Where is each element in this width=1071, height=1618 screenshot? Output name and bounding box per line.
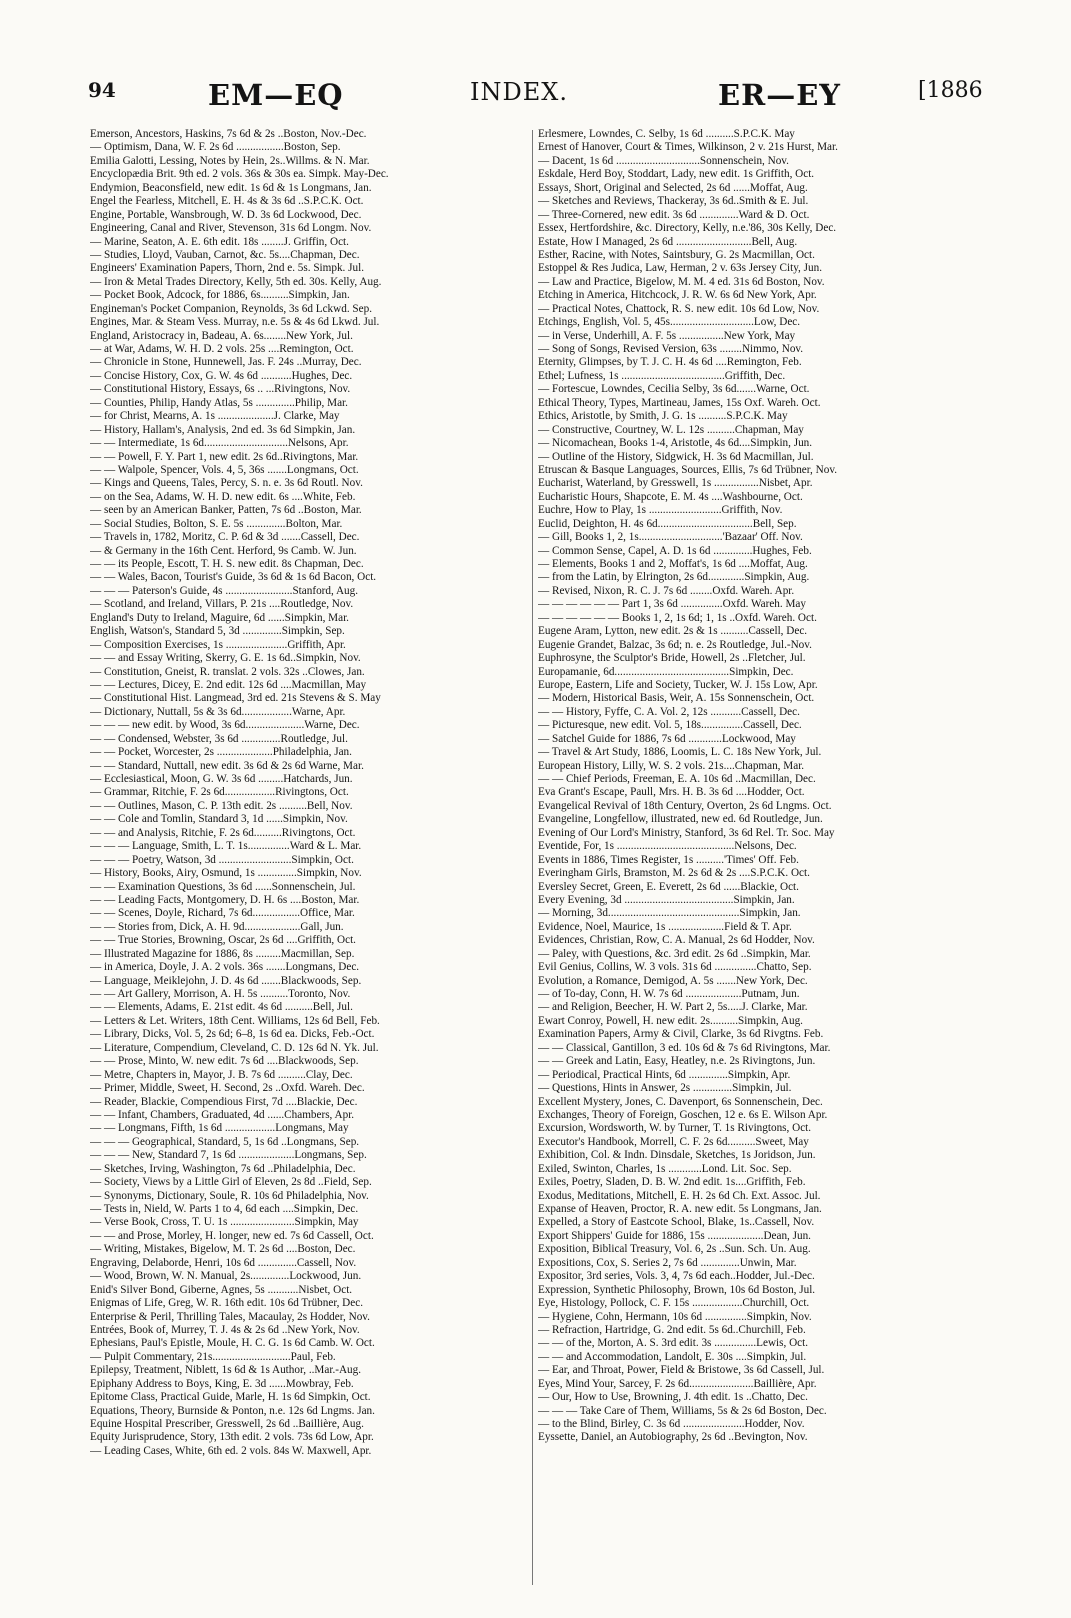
index-entry: — — Condensed, Webster, 3s 6d ..............Routledge, Jul.: [90, 732, 348, 745]
index-entry: — Synonyms, Dictionary, Soule, R. 10s 6d Philadelphia, Nov.: [90, 1189, 369, 1202]
year-label: [1886: [918, 78, 983, 103]
index-entry: — Studies, Lloyd, Vauban, Carnot, &c. 5s....Chapman, Dec.: [90, 248, 360, 261]
index-entry: — in Verse, Underhill, A. F. 5s ................New York, May: [538, 329, 796, 342]
index-entry: Eugene Aram, Lytton, new edit. 2s & 1s ..........Cassell, Dec.: [538, 625, 808, 638]
page-number: 94: [88, 78, 116, 102]
index-entry: — Practical Notes, Chattock, R. S. new edit. 10s 6d Low, Nov.: [538, 302, 820, 315]
index-entry: — — True Stories, Browning, Oscar, 2s 6d ....Griffith, Oct.: [90, 934, 356, 947]
index-entry: Eva Grant's Escape, Paull, Mrs. H. B. 3s 6d ....Hodder, Oct.: [538, 786, 805, 799]
index-entry: — — Greek and Latin, Easy, Heatley, n.e. 2s Rivingtons, Jun.: [538, 1055, 816, 1068]
index-entry: Equine Hospital Prescriber, Gresswell, 2s 6d ..Baillière, Aug.: [90, 1418, 364, 1430]
index-entry: Enid's Silver Bond, Giberne, Agnes, 5s ...........Nisbet, Oct.: [90, 1283, 353, 1296]
index-entry: Equations, Theory, Burnside & Ponton, n.e. 12s 6d Lngms. Jan.: [90, 1404, 375, 1417]
index-entry: — Morning, 3d...............................................Simpkin, Jan.: [538, 907, 801, 920]
index-entry: — Song of Songs, Revised Version, 63s ........Nimmo, Nov.: [538, 343, 804, 355]
index-entry: — Concise History, Cox, G. W. 4s 6d ...........Hughes, Dec.: [90, 369, 353, 382]
index-entry: — Leading Cases, White, 6th ed. 2 vols. 84s W. Maxwell, Apr.: [90, 1444, 372, 1457]
index-entry: Every Evening, 3d .......................................Simpkin, Jan.: [538, 893, 795, 906]
index-entry: — Hygiene, Cohn, Hermann, 10s 6d ...............Simpkin, Nov.: [538, 1310, 812, 1323]
index-entry: — Optimism, Dana, W. F. 2s 6d .................Boston, Sep.: [90, 141, 341, 154]
index-entry: — Revised, Nixon, R. C. J. 7s 6d ........Oxfd. Wareh. Apr.: [538, 584, 795, 597]
index-entry: Everingham Girls, Bramston, M. 2s 6d & 2s ....S.P.C.K. Oct.: [538, 867, 810, 880]
index-entry: — for Christ, Mearns, A. 1s ....................J. Clarke, May: [90, 410, 340, 423]
index-entry: Eyssette, Daniel, an Autobiography, 2s 6d ..Bevington, Nov.: [538, 1431, 808, 1444]
index-entry: Euclid, Deighton, H. 4s 6d..................................Bell, Sep.: [538, 517, 797, 530]
index-entry: Eventide, For, 1s ..........................................Nelsons, Dec.: [538, 840, 797, 853]
index-entry: — Constitutional Hist. Langmead, 3rd ed. 21s Stevens & S. May: [90, 692, 381, 705]
index-entry: — Dictionary, Nuttall, 5s & 3s 6d..................Warne, Apr.: [90, 705, 346, 718]
index-entry: Essex, Hertfordshire, &c. Directory, Kelly, n.e.'86, 30s Kelly, Dec.: [538, 222, 837, 235]
index-entry: — Picturesque, new edit. Vol. 5, 18s...............Cassell, Dec.: [538, 719, 802, 732]
index-entry: — Grammar, Ritchie, F. 2s 6d..................Rivingtons, Oct.: [90, 786, 349, 799]
index-entry: — Our, How to Use, Browning, J. 4th edit. 1s ..Chatto, Dec.: [538, 1391, 808, 1404]
index-entry: Estoppel & Res Judica, Law, Herman, 2 v. 63s Jersey City, Jun.: [538, 262, 822, 275]
index-entry: — Gill, Books 1, 2, 1s..............................'Bazaar' Off. Nov.: [538, 531, 803, 544]
index-entry: — — Prose, Minto, W. new edit. 7s 6d ....Blackwoods, Sep.: [90, 1055, 359, 1068]
index-entry: — Three-Cornered, new edit. 3s 6d ..............Ward & D. Oct.: [538, 208, 810, 221]
index-entry: — Library, Dicks, Vol. 5, 2s 6d; 6–8, 1s 6d ea. Dicks, Feb.-Oct.: [90, 1028, 375, 1041]
index-entry: — Dacent, 1s 6d ..............................Sonnenschein, Nov.: [538, 154, 789, 167]
index-entry: — — — New, Standard 7, 1s 6d ....................Longmans, Sep.: [90, 1149, 367, 1162]
index-entry: — Verse Book, Cross, T. U. 1s .......................Simpkin, May: [90, 1216, 359, 1229]
index-entry: Evolution, a Romance, Demigod, A. 5s .......New York, Dec.: [538, 974, 808, 987]
index-entry: — — — — — — Part 1, 3s 6d ...............Oxfd. Wareh. May: [538, 598, 806, 611]
index-entry: Estate, How I Managed, 2s 6d ...........................Bell, Aug.: [538, 235, 798, 248]
index-entry: Exiled, Swinton, Charles, 1s ............Lond. Lit. Soc. Sep.: [538, 1162, 792, 1175]
index-entry: — Wood, Brown, W. N. Manual, 2s..............Lockwood, Jun.: [90, 1270, 362, 1283]
index-entry: — — — Language, Smith, L. T. 1s...............Ward & L. Mar.: [90, 840, 362, 853]
index-entry: — — Cole and Tomlin, Standard 3, 1d ......Simpkin, Nov.: [90, 813, 348, 826]
index-entry: Evangelical Revival of 18th Century, Overton, 2s 6d Lngms. Oct.: [538, 799, 832, 812]
index-entry: — Ecclesiastical, Moon, G. W. 3s 6d .........Hatchards, Jun.: [90, 773, 353, 785]
index-entry: Etchings, English, Vol. 5, 45s..............................Low, Dec.: [538, 316, 801, 329]
index-entry: Exodus, Meditations, Mitchell, E. H. 2s 6d Ch. Ext. Assoc. Jul.: [538, 1189, 821, 1202]
index-entry: — — — Paterson's Guide, 4s ........................Stanford, Aug.: [90, 584, 359, 597]
index-entry: Engineman's Pocket Companion, Reynolds, 3s 6d Lckwd. Sep.: [90, 302, 372, 315]
index-entry: — — — — — — Books 1, 2, 1s 6d; 1, 1s ..Oxfd. Wareh. Oct.: [538, 611, 817, 624]
index-entry: Eugenie Grandet, Balzac, 3s 6d; n. e. 2s Routledge, Jul.-Nov.: [538, 638, 812, 651]
index-entry: Entrées, Book of, Murrey, T. J. 4s & 2s 6d ..New York, Nov.: [90, 1323, 360, 1336]
index-entry: Exhibition, Col. & Indn. Dinsdale, Sketches, 1s Joridson, Jun.: [538, 1149, 816, 1162]
index-entry: Emerson, Ancestors, Haskins, 7s 6d & 2s ..Boston, Nov.-Dec.: [90, 128, 367, 140]
index-entry: Endymion, Beaconsfield, new edit. 1s 6d & 1s Longmans, Jan.: [90, 181, 372, 194]
index-entry: — Chronicle in Stone, Hunnewell, Jas. F. 24s ..Murray, Dec.: [90, 356, 362, 369]
index-entry: Ethel; Lufness, 1s .....................................Griffith, Dec.: [538, 369, 786, 382]
index-entry: — Marine, Seaton, A. E. 6th edit. 18s ........J. Griffin, Oct.: [90, 235, 349, 248]
index-entry: — — — new edit. by Wood, 3s 6d.....................Warne, Dec.: [90, 719, 360, 732]
index-entry: Evangeline, Longfellow, illustrated, new ed. 6d Routledge, Jun.: [538, 813, 823, 826]
index-entry: — Scotland, and Ireland, Villars, P. 21s ....Routledge, Nov.: [90, 598, 354, 611]
index-entry: Executor's Handbook, Morrell, C. F. 2s 6d..........Sweet, May: [538, 1135, 809, 1148]
index-entry: Engineering, Canal and River, Stevenson, 31s 6d Longm. Nov.: [90, 222, 372, 235]
index-entry: — — Scenes, Doyle, Richard, 7s 6d.................Office, Mar.: [90, 907, 355, 920]
index-entry: — to the Blind, Birley, C. 3s 6d ......................Hodder, Nov.: [538, 1418, 805, 1430]
index-entry: — — Elements, Adams, E. 21st edit. 4s 6d ..........Bell, Jul.: [90, 1001, 353, 1014]
index-entry: Epilepsy, Treatment, Niblett, 1s 6d & 1s Author, ..Mar.-Aug.: [90, 1364, 362, 1377]
index-entry: Ethics, Aristotle, by Smith, J. G. 1s ..........S.P.C.K. May: [538, 410, 788, 423]
index-entry: — Letters & Let. Writers, 18th Cent. Williams, 12s 6d Bell, Feb.: [90, 1014, 380, 1027]
index-entry: — Writing, Mistakes, Bigelow, M. T. 2s 6d ....Boston, Dec.: [90, 1243, 356, 1256]
index-entry: — Ear, and Throat, Power, Field & Bristowe, 3s 6d Cassell, Jul.: [538, 1364, 825, 1377]
index-entry: — — Chief Periods, Freeman, E. A. 10s 6d ..Macmillan, Dec.: [538, 773, 816, 785]
index-entry: — Reader, Blackie, Compendious First, 7d ....Blackie, Dec.: [90, 1095, 358, 1108]
index-entry: Epitome Class, Practical Guide, Marle, H. 1s 6d Simpkin, Oct.: [90, 1391, 371, 1404]
index-entry: — Literature, Compendium, Cleveland, C. D. 12s 6d N. Yk. Jul.: [90, 1041, 379, 1054]
index-entry: — Constitution, Gneist, R. translat. 2 vols. 32s ..Clowes, Jan.: [90, 665, 365, 678]
index-entry: — Questions, Hints in Answer, 2s ..............Simpkin, Jul.: [538, 1082, 792, 1095]
index-entry: — & Germany in the 16th Cent. Herford, 9s Camb. W. Jun.: [90, 544, 357, 557]
index-entry: Enterprise & Peril, Thrilling Tales, Macaulay, 2s Hodder, Nov.: [90, 1310, 370, 1323]
index-entry: — Travels in, 1782, Moritz, C. P. 6d & 3d .......Cassell, Dec.: [90, 531, 360, 544]
index-entry: Expositor, 3rd series, Vols. 3, 4, 7s 6d each..Hodder, Jul.-Dec.: [538, 1270, 815, 1283]
index-entry: Engel the Fearless, Mitchell, E. H. 4s & 3s 6d ..S.P.C.K. Oct.: [90, 195, 364, 208]
index-entry: — — Infant, Chambers, Graduated, 4d ......Chambers, Apr.: [90, 1108, 355, 1121]
index-entry: Engine, Portable, Wansbrough, W. D. 3s 6d Lockwood, Dec.: [90, 208, 362, 221]
index-entry: — at War, Adams, W. H. D. 2 vols. 25s ....Remington, Oct.: [90, 343, 354, 355]
index-entry: — Fortescue, Lowndes, Cecilia Selby, 3s 6d.......Warne, Oct.: [538, 383, 810, 396]
index-entry: Esther, Racine, with Notes, Saintsbury, G. 2s Macmillan, Oct.: [538, 248, 815, 261]
index-entry: — Language, Meiklejohn, J. D. 4s 6d .......Blackwoods, Sep.: [90, 974, 362, 987]
index-entry: Eye, Histology, Pollock, C. F. 15s ..................Churchill, Oct.: [538, 1297, 810, 1310]
index-entry: Etching in America, Hitchcock, J. R. W. 6s 6d New York, Apr.: [538, 289, 817, 302]
index-entry: — Modern, Historical Basis, Weir, A. 15s Sonnenschein, Oct.: [538, 692, 815, 705]
index-entry: Evidences, Christian, Row, C. A. Manual, 2s 6d Hodder, Nov.: [538, 934, 815, 947]
index-entry: — on the Sea, Adams, W. H. D. new edit. 6s ....White, Feb.: [90, 490, 356, 503]
index-entry: — — History, Fyffe, C. A. Vol. 2, 12s ...........Cassell, Dec.: [538, 705, 800, 718]
index-entry: — Nicomachean, Books 1-4, Aristotle, 4s 6d....Simpkin, Jun.: [538, 437, 813, 450]
index-entry: Euphrosyne, the Sculptor's Bride, Howell, 2s ..Fletcher, Jul.: [538, 652, 806, 665]
index-entry: Ernest of Hanover, Court & Times, Wilkinson, 2 v. 21s Hurst, Mar.: [538, 141, 838, 154]
index-entry: — History, Hallam's, Analysis, 2nd ed. 3s 6d Simpkin, Jan.: [90, 423, 356, 436]
index-entry: — from the Latin, by Elrington, 2s 6d.............Simpkin, Aug.: [538, 571, 810, 584]
index-entry: — Common Sense, Capel, A. D. 1s 6d ..............Hughes, Feb.: [538, 544, 812, 557]
index-entry: — Sketches and Reviews, Thackeray, 3s 6d..Smith & E. Jul.: [538, 195, 809, 208]
index-entry: — — Leading Facts, Montgomery, D. H. 6s ....Boston, Mar.: [90, 893, 360, 906]
index-entry: Engraving, Delaborde, Henri, 10s 6d ..............Cassell, Nov.: [90, 1256, 357, 1269]
index-entry: English, Watson's, Standard 5, 3d ..............Simpkin, Sep.: [90, 625, 345, 638]
index-entry: Equity Jurisprudence, Story, 13th edit. 2 vols. 73s 6d Low, Apr.: [90, 1431, 374, 1444]
index-entry: — Counties, Philip, Handy Atlas, 5s ..............Philip, Mar.: [90, 396, 348, 409]
index-entry: — — Art Gallery, Morrison, A. H. 5s ..........Toronto, Nov.: [90, 988, 351, 1000]
index-entry: — Composition Exercises, 1s ......................Griffith, Apr.: [90, 638, 346, 651]
index-entry: Evidence, Noel, Maurice, 1s ....................Field & T. Apr.: [538, 920, 792, 933]
index-entry: England's Duty to Ireland, Maguire, 6d ......Simpkin, Mar.: [90, 611, 349, 624]
index-entry: Exchanges, Theory of Foreign, Goschen, 12 e. 6s E. Wilson Apr.: [538, 1108, 828, 1121]
index-entry: — Sketches, Irving, Washington, 7s 6d ..Philadelphia, Dec.: [90, 1162, 356, 1175]
index-entry: Excellent Mystery, Jones, C. Davenport, 6s Sonnenschein, Dec.: [538, 1095, 823, 1108]
index-entry: — — Outlines, Mason, C. P. 13th edit. 2s ..........Bell, Nov.: [90, 799, 353, 812]
index-entry: — Metre, Chapters in, Mayor, J. B. 7s 6d ..........Clay, Dec.: [90, 1068, 353, 1081]
index-entry: — — and Analysis, Ritchie, F. 2s 6d..........Rivingtons, Oct.: [90, 826, 356, 839]
index-entry: — Primer, Middle, Sweet, H. Second, 2s ..Oxfd. Wareh. Dec.: [90, 1082, 365, 1095]
index-entry: — — — Poetry, Watson, 3d ..........................Simpkin, Oct.: [90, 853, 354, 866]
index-entry: Enigmas of Life, Greg, W. R. 16th edit. 10s 6d Trübner, Dec.: [90, 1297, 363, 1310]
page-title: INDEX.: [470, 78, 568, 106]
right-index-column: [538, 128, 976, 1445]
left-index-range: EM—EQ: [208, 78, 344, 112]
index-entry: Ethical Theory, Types, Martineau, James, 15s Oxf. Wareh. Oct.: [538, 396, 821, 409]
index-entry: — of To-day, Conn, H. W. 7s 6d ....................Putnam, Jun.: [538, 988, 800, 1000]
index-entry: Expanse of Heaven, Proctor, R. A. new edit. 5s Longmans, Jan.: [538, 1203, 822, 1215]
index-entry: — — Classical, Gantillon, 3 ed. 10s 6d & 7s 6d Rivingtons, Mar.: [538, 1041, 831, 1054]
index-entry: Expositions, Cox, S. Series 2, 7s 6d ..............Unwin, Mar.: [538, 1256, 797, 1269]
index-entry: — Pocket Book, Adcock, for 1886, 6s..........Simpkin, Jan.: [90, 289, 350, 302]
index-entry: — Periodical, Practical Hints, 6d ..............Simpkin, Apr.: [538, 1068, 791, 1081]
right-index-range: ER—EY: [718, 78, 842, 112]
index-entry: Eyes, Mind Your, Sarcey, F. 2s 6d.......................Baillière, Apr.: [538, 1377, 817, 1390]
column-divider: [532, 130, 533, 1585]
index-entry: — — Longmans, Fifth, 1s 6d ..................Longmans, May: [90, 1122, 349, 1135]
index-entry: Engines, Mar. & Steam Vess. Murray, n.e. 5s & 4s 6d Lkwd. Jul.: [90, 316, 380, 329]
index-entry: — — Lectures, Dicey, E. 2nd edit. 12s 6d ....Macmillan, May: [90, 678, 367, 691]
index-entry: — History, Books, Airy, Osmund, 1s ..............Simpkin, Nov.: [90, 867, 362, 880]
index-entry: Encyclopædia Brit. 9th ed. 2 vols. 36s & 30s ea. Simpk. May-Dec.: [90, 168, 389, 181]
index-entry: England, Aristocracy in, Badeau, A. 6s........New York, Jul.: [90, 329, 353, 342]
index-entry: — Illustrated Magazine for 1886, 8s .........Macmillan, Sep.: [90, 947, 355, 960]
running-header: [88, 78, 988, 114]
index-entry: Ewart Conroy, Powell, H. new edit. 2s..........Simpkin, Aug.: [538, 1014, 803, 1027]
left-index-column: [90, 128, 528, 1458]
index-entry: — Constructive, Courtney, W. L. 12s ..........Chapman, May: [538, 423, 804, 436]
index-entry: Engineers' Examination Papers, Thorn, 2nd e. 5s. Simpk. Jul.: [90, 262, 365, 275]
index-entry: — — Powell, F. Y. Part 1, new edit. 2s 6d..Rivingtons, Mar.: [90, 450, 359, 463]
index-entry: — — and Essay Writing, Skerry, G. E. 1s 6d..Simpkin, Nov.: [90, 652, 361, 665]
index-entry: — Travel & Art Study, 1886, Loomis, L. C. 18s New York, Jul.: [538, 746, 822, 759]
index-entry: Eversley Secret, Green, E. Everett, 2s 6d ......Blackie, Oct.: [538, 880, 799, 893]
index-entry: Evening of Our Lord's Ministry, Stanford, 3s 6d Rel. Tr. Soc. May: [538, 826, 835, 839]
index-entry: Expelled, a Story of Eastcote School, Blake, 1s..Cassell, Nov.: [538, 1216, 815, 1229]
index-entry: European History, Lilly, W. S. 2 vols. 21s....Chapman, Mar.: [538, 759, 805, 772]
index-entry: — — — Geographical, Standard, 5, 1s 6d ..Longmans, Sep.: [90, 1135, 360, 1148]
index-entry: — Tests in, Nield, W. Parts 1 to 4, 6d each ....Simpkin, Dec.: [90, 1203, 359, 1215]
index-entry: — — Examination Questions, 3s 6d ......Sonnenschein, Jul.: [90, 880, 356, 893]
index-entry: — Iron & Metal Trades Directory, Kelly, 5th ed. 30s. Kelly, Aug.: [90, 275, 382, 288]
index-entry: Events in 1886, Times Register, 1s ..........'Times' Off. Feb.: [538, 853, 799, 866]
index-entry: — — Intermediate, 1s 6d..............................Nelsons, Apr.: [90, 437, 349, 450]
index-entry: Essays, Short, Original and Selected, 2s 6d ......Moffat, Aug.: [538, 181, 808, 194]
index-entry: — — Standard, Nuttall, new edit. 3s 6d & 2s 6d Warne, Mar.: [90, 759, 364, 772]
index-entry: — — Walpole, Spencer, Vols. 4, 5, 36s .......Longmans, Oct.: [90, 463, 359, 476]
index-entry: — Social Studies, Bolton, S. E. 5s ..............Bolton, Mar.: [90, 517, 343, 530]
index-entry: Exposition, Biblical Treasury, Vol. 6, 2s ..Sun. Sch. Un. Aug.: [538, 1243, 811, 1256]
index-entry: — Outline of the History, Sidgwick, H. 3s 6d Macmillan, Jul.: [538, 450, 814, 463]
index-entry: Etruscan & Basque Languages, Sources, Ellis, 7s 6d Trübner, Nov.: [538, 463, 837, 476]
index-entry: — — of the, Morton, A. S. 3rd edit. 3s ...............Lewis, Oct.: [538, 1337, 809, 1350]
index-entry: Europe, Eastern, Life and Society, Tucker, W. J. 15s Low, Apr.: [538, 678, 818, 691]
index-entry: — Satchel Guide for 1886, 7s 6d ............Lockwood, May: [538, 732, 796, 745]
index-entry: Ephesians, Paul's Epistle, Moule, H. C. G. 1s 6d Camb. W. Oct.: [90, 1337, 375, 1350]
index-entry: — Refraction, Hartridge, G. 2nd edit. 5s 6d..Churchill, Feb.: [538, 1323, 806, 1336]
index-entry: Euchre, How to Play, 1s ..........................Griffith, Nov.: [538, 504, 783, 517]
index-entry: Eucharist, Waterland, by Gresswell, 1s ................Nisbet, Apr.: [538, 477, 813, 490]
index-entry: Erlesmere, Lowndes, C. Selby, 1s 6d ..........S.P.C.K. May: [538, 128, 795, 140]
index-entry: — Kings and Queens, Tales, Percy, S. n. e. 3s 6d Routl. Nov.: [90, 477, 363, 490]
index-entry: Eternity, Glimpses, by T. J. C. H. 4s 6d ....Remington, Feb.: [538, 356, 802, 369]
index-entry: Export Shippers' Guide for 1886, 15s ....................Dean, Jun.: [538, 1229, 811, 1242]
index-entry: — — Wales, Bacon, Tourist's Guide, 3s 6d & 1s 6d Bacon, Oct.: [90, 571, 377, 584]
index-entry: Emilia Galotti, Lessing, Notes by Hein, 2s..Willms. & N. Mar.: [90, 154, 370, 167]
index-entry: — in America, Doyle, J. A. 2 vols. 36s .......Longmans, Dec.: [90, 961, 360, 974]
index-entry: Excursion, Wordsworth, W. by Turner, T. 1s Rivingtons, Oct.: [538, 1122, 812, 1135]
index-entry: — — Pocket, Worcester, 2s ....................Philadelphia, Jan.: [90, 746, 352, 759]
index-entry: — and Religion, Beecher, H. W. Part 2, 5s.....J. Clarke, Mar.: [538, 1001, 808, 1014]
index-entry: Eucharistic Hours, Shapcote, E. M. 4s ....Washbourne, Oct.: [538, 490, 803, 503]
index-entry: Eskdale, Herd Boy, Stoddart, Lady, new edit. 1s Griffith, Oct.: [538, 168, 815, 181]
index-entry: — Law and Practice, Bigelow, M. M. 4 ed. 31s 6d Boston, Nov.: [538, 275, 825, 288]
index-entry: — — and Accommodation, Landolt, E. 30s ....Simpkin, Jul.: [538, 1350, 807, 1363]
index-entry: — Society, Views by a Little Girl of Eleven, 2s 8d ..Field, Sep.: [90, 1176, 372, 1189]
index-entry: — — Stories from, Dick, A. H. 9d....................Gall, Jun.: [90, 920, 344, 933]
index-entry: Europamanie, 6d.........................................Simpkin, Dec.: [538, 665, 794, 678]
index-entry: — seen by an American Banker, Patten, 7s 6d ..Boston, Mar.: [90, 504, 362, 517]
index-entry: Examination Papers, Army & Civil, Clarke, 3s 6d Rivgtns. Feb.: [538, 1028, 824, 1041]
index-entry: — Pulpit Commentary, 21s............................Paul, Feb.: [90, 1350, 336, 1363]
index-entry: Evil Genius, Collins, W. 3 vols. 31s 6d ...............Chatto, Sep.: [538, 961, 812, 974]
index-entry: — — — Take Care of Them, Williams, 5s & 2s 6d Boston, Dec.: [538, 1404, 827, 1417]
index-entry: — — and Prose, Morley, H. longer, new ed. 7s 6d Cassell, Oct.: [90, 1229, 374, 1242]
index-entry: — Constitutional History, Essays, 6s .. ...Rivingtons, Nov.: [90, 383, 351, 396]
index-entry: Exiles, Poetry, Sladen, D. B. W. 2nd edit. 1s....Griffith, Feb.: [538, 1176, 806, 1189]
index-entry: — — its People, Escott, T. H. S. new edit. 8s Chapman, Dec.: [90, 558, 364, 570]
index-entry: Expression, Synthetic Philosophy, Brown, 10s 6d Boston, Jul.: [538, 1283, 816, 1296]
index-entry: — Elements, Books 1 and 2, Moffat's, 1s 6d ....Moffat, Aug.: [538, 558, 808, 570]
index-entry: Epiphany Address to Boys, King, E. 3d ......Mowbray, Feb.: [90, 1377, 354, 1390]
index-entry: — Paley, with Questions, &c. 3rd edit. 2s 6d ..Simpkin, Mar.: [538, 947, 811, 960]
